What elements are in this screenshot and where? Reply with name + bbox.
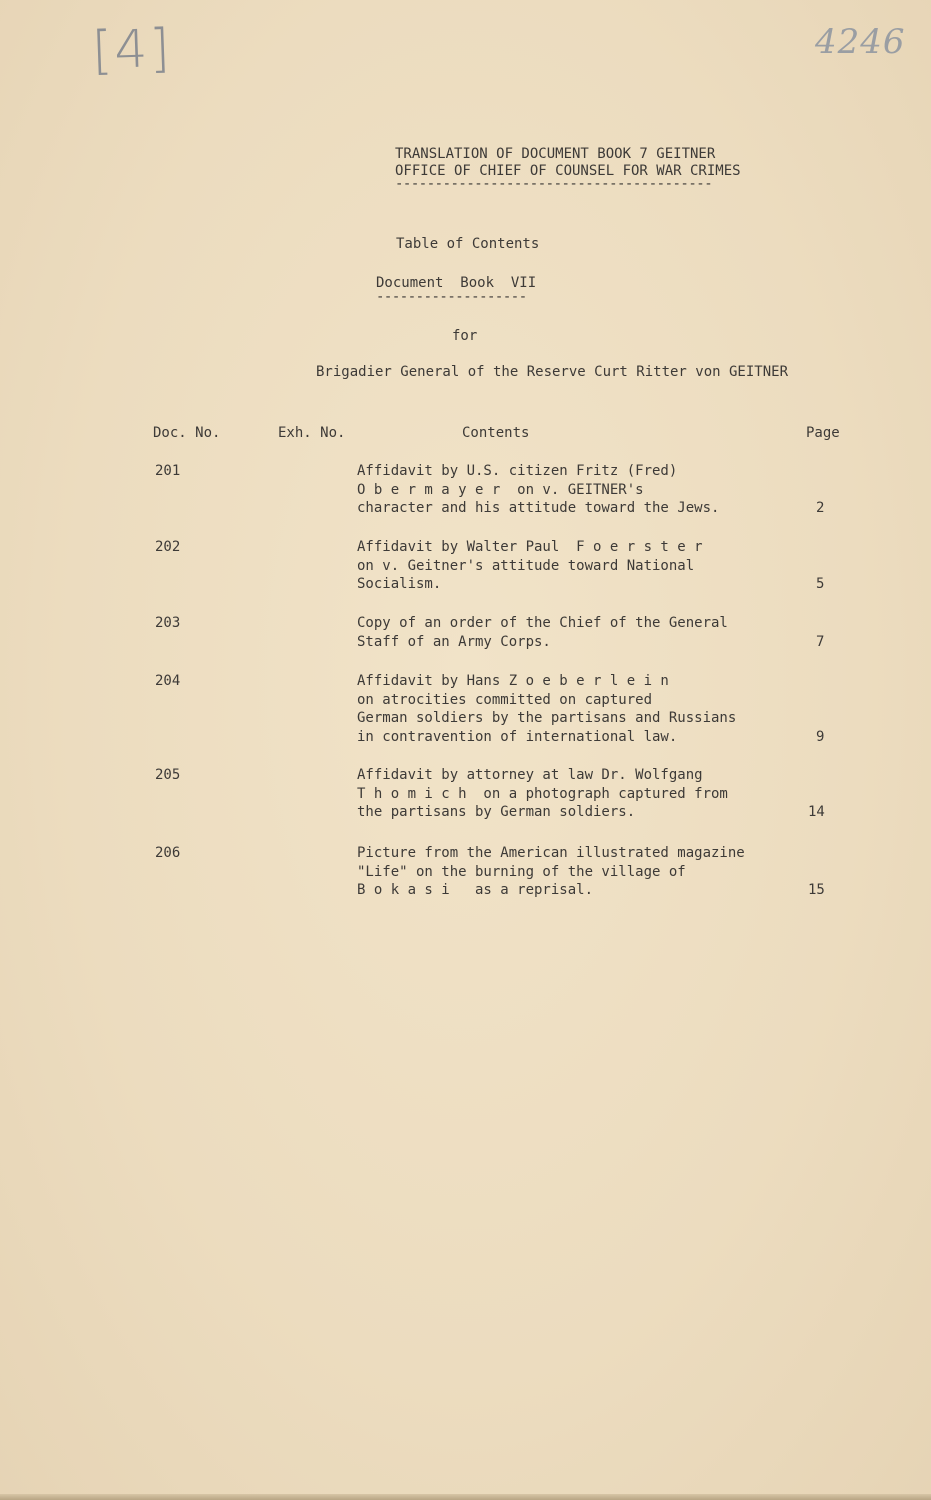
- document-book-title: Document Book VII: [376, 275, 537, 291]
- doc-number: 201: [155, 463, 181, 479]
- header-rule: ----------------------------------------: [395, 176, 713, 192]
- contents-line: Affidavit by Hans Z o e b e r l e i n: [357, 673, 669, 689]
- contents-line: Socialism.: [357, 576, 442, 592]
- column-header-doc-no: Doc. No.: [153, 425, 221, 441]
- for-label: for: [452, 328, 478, 344]
- page-number: 5: [816, 576, 825, 592]
- contents-line: on atrocities committed on captured: [357, 691, 653, 708]
- contents-line: Affidavit by attorney at law Dr. Wolfgang: [357, 767, 703, 783]
- contents-line: Staff of an Army Corps.: [357, 633, 551, 650]
- handwritten-number: 4246: [815, 22, 906, 62]
- doc-number: 202: [155, 539, 181, 555]
- contents-line: the partisans by German soldiers.: [357, 804, 636, 820]
- page-edge: [0, 1494, 931, 1500]
- contents-line: "Life" on the burning of the village of: [357, 863, 686, 880]
- page-number: 9: [816, 728, 825, 745]
- page-number: 14: [808, 804, 825, 820]
- doc-number: 206: [155, 845, 181, 861]
- column-header-page: Page: [806, 425, 840, 441]
- contents-line: German soldiers by the partisans and Russians: [357, 710, 737, 726]
- contents-line: Picture from the American illustrated magazine: [357, 845, 745, 861]
- contents-line: in contravention of international law.: [357, 728, 678, 745]
- subject-line: Brigadier General of the Reserve Curt Ritter von GEITNER: [316, 364, 789, 380]
- column-header-contents: Contents: [462, 425, 530, 441]
- doc-number: 205: [155, 767, 181, 783]
- page-number: 15: [808, 882, 825, 898]
- bracket-mark: [4]: [90, 18, 173, 82]
- contents-line: character and his attitude toward the Jews.: [357, 500, 720, 516]
- doc-number: 203: [155, 615, 181, 631]
- contents-line: on v. Geitner's attitude toward National: [357, 557, 695, 574]
- contents-line: T h o m i c h on a photograph captured from: [357, 785, 728, 802]
- document-book-rule: -------------------: [376, 289, 527, 305]
- contents-line: O b e r m a y e r on v. GEITNER's: [357, 481, 644, 498]
- column-header-exh-no: Exh. No.: [278, 425, 346, 441]
- doc-number: 204: [155, 673, 181, 689]
- contents-line: Affidavit by U.S. citizen Fritz (Fred): [357, 463, 678, 479]
- contents-line: Affidavit by Walter Paul F o e r s t e r: [357, 539, 703, 555]
- page-number: 2: [816, 500, 825, 516]
- header-line-1: TRANSLATION OF DOCUMENT BOOK 7 GEITNER: [395, 146, 716, 162]
- contents-line: Copy of an order of the Chief of the General: [357, 615, 728, 631]
- header-line-2: OFFICE OF CHIEF OF COUNSEL FOR WAR CRIMES: [395, 163, 741, 179]
- page-number: 7: [816, 633, 825, 650]
- table-of-contents-title: Table of Contents: [396, 236, 540, 252]
- contents-line: B o k a s i as a reprisal.: [357, 882, 594, 898]
